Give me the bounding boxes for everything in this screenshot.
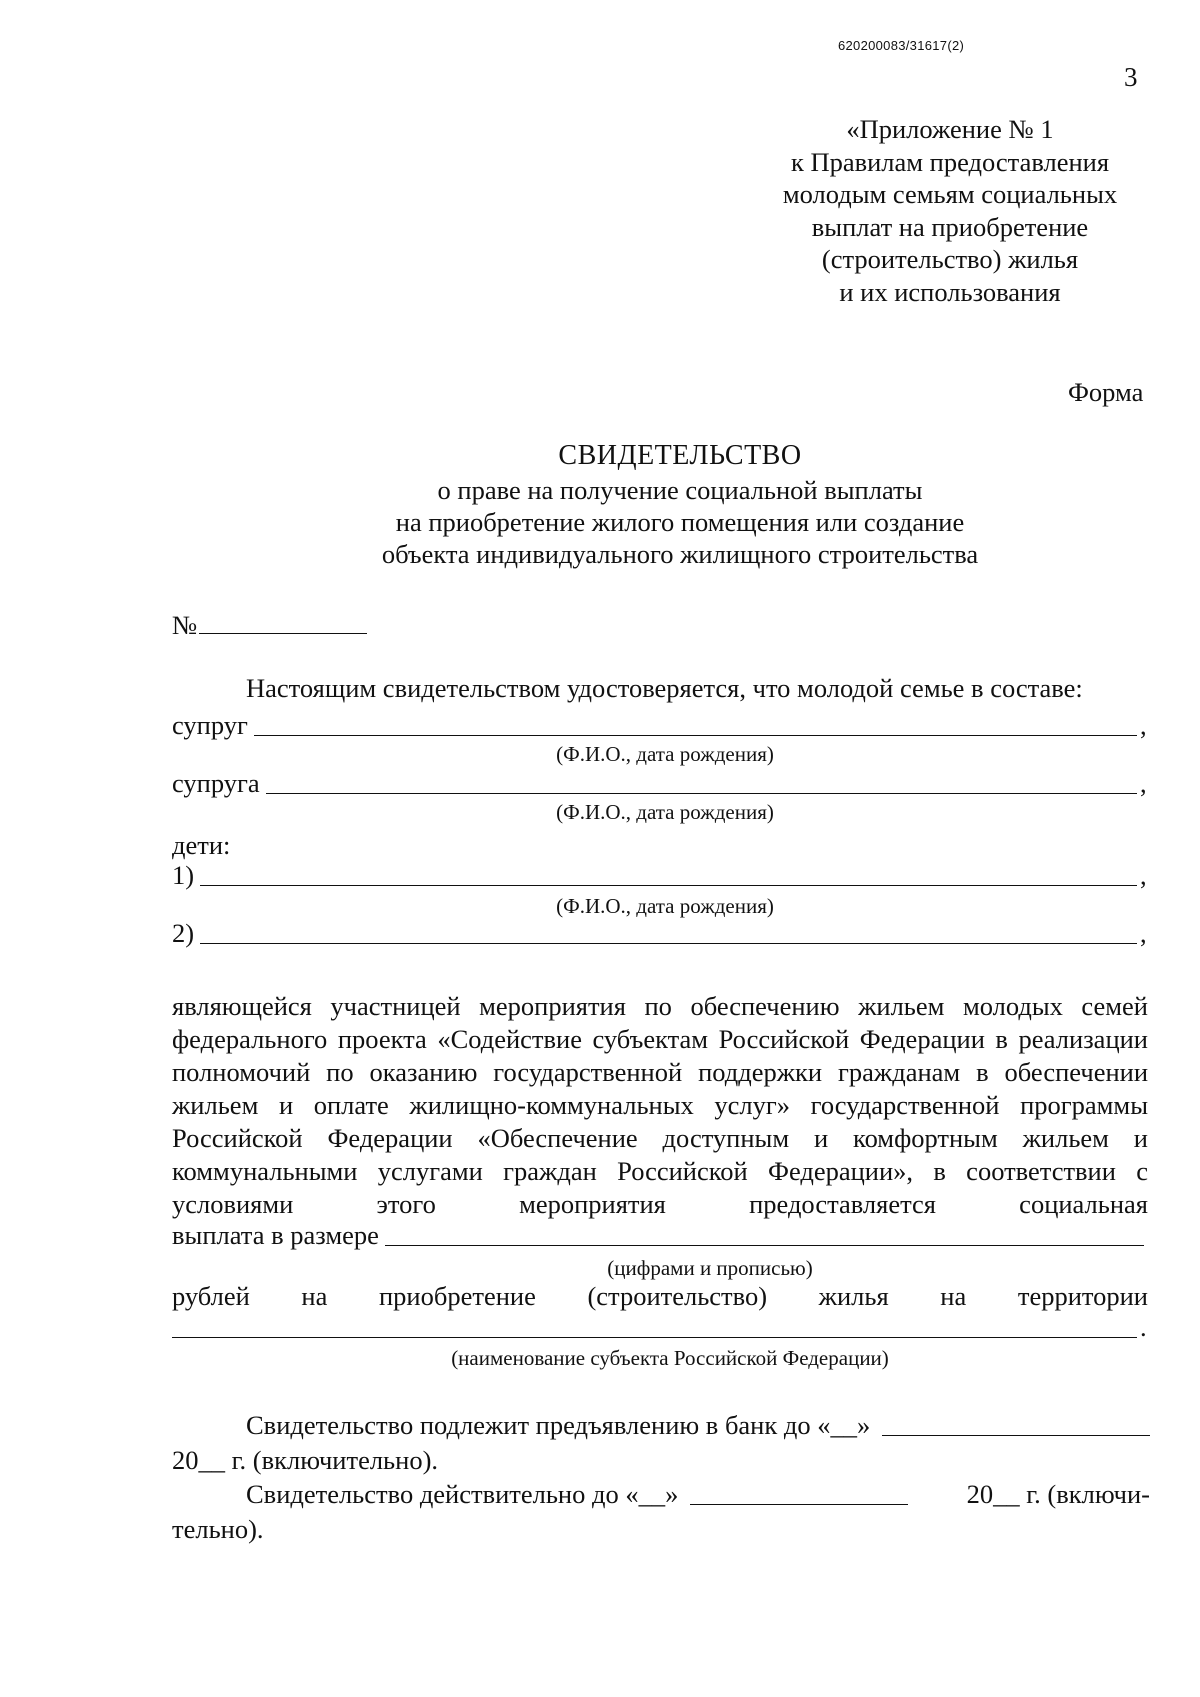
annex-line: (строительство) жилья	[821, 244, 1079, 274]
certificate-title	[200, 440, 1160, 570]
comma: ,	[1140, 710, 1147, 740]
bank-deadline-row	[246, 1410, 1150, 1441]
comma: ,	[1140, 918, 1147, 948]
body-paragraph: являющейся участницей мероприятия по обеспечению жильем молодых семей федерального проекта «Содействие субъектам Российской Федерации в реализации полномочий по оказанию государственной поддержки гражданам в обеспечении жильем и оплате жилищно-коммунальных услуг» государственной программы Российской Федерации «Обеспечение доступным и комфортным жильем и коммунальными услугами граждан Российской Федерации», в соответствии с условиями этого мероприятия предоставляется социальная	[172, 991, 1148, 1219]
bank-deadline-text: Свидетельство подлежит предъявлению в банк до «__»	[246, 1410, 871, 1440]
annex-block	[740, 113, 1160, 308]
certificate-number-row	[172, 610, 367, 641]
child-1-label: 1)	[172, 860, 195, 890]
child-2-row	[172, 918, 1148, 949]
annex-line: выплат на приобретение	[811, 211, 1089, 242]
payment-amount-row	[172, 1220, 1144, 1251]
word: на	[301, 1281, 328, 1311]
region-field[interactable]	[172, 1313, 1137, 1338]
title-main: СВИДЕТЕЛЬСТВО	[558, 440, 802, 471]
annex-line: к Правилам предоставления	[790, 146, 1110, 177]
comma: ,	[1140, 768, 1147, 798]
bank-deadline-month-field[interactable]	[882, 1413, 1150, 1436]
word: рублей	[172, 1281, 250, 1311]
payment-amount-field[interactable]	[385, 1221, 1144, 1246]
child-1-row	[172, 860, 1148, 891]
word: территории	[1017, 1281, 1148, 1311]
annex-line: и их использования	[839, 276, 1061, 307]
amount-caption: (цифрами и прописью)	[607, 1256, 813, 1280]
validity-month-field[interactable]	[690, 1482, 908, 1505]
children-label: дети:	[172, 830, 231, 860]
field-caption: (Ф.И.О., дата рождения)	[556, 894, 774, 918]
certificate-number-field[interactable]	[199, 611, 367, 634]
number-sign: №	[172, 610, 198, 640]
validity-year-text: 20__ г. (включи-	[966, 1479, 1150, 1509]
field-caption: (Ф.И.О., дата рождения)	[556, 800, 774, 824]
validity-continuation: тельно).	[172, 1514, 264, 1544]
word: на	[940, 1281, 967, 1311]
annex-line: молодым семьям социальных	[782, 179, 1118, 209]
payment-amount-label: выплата в размере	[172, 1220, 379, 1250]
spouse-husband-field[interactable]	[254, 711, 1137, 736]
region-caption: (наименование субъекта Российской Федерации)	[451, 1346, 889, 1370]
title-sub-line: о праве на получение социальной выплаты	[437, 475, 923, 505]
word: приобретение	[379, 1281, 536, 1311]
child-2-field[interactable]	[200, 919, 1137, 944]
spouse-husband-row	[172, 710, 1148, 741]
spouse-wife-row	[172, 768, 1148, 799]
spouse-wife-field[interactable]	[266, 769, 1137, 794]
annex-line: «Приложение № 1	[846, 114, 1054, 144]
spouse-husband-label: супруг	[172, 710, 248, 740]
comma: ,	[1140, 860, 1147, 890]
form-label: Форма	[1068, 377, 1144, 407]
validity-text: Свидетельство действительно до «__»	[246, 1479, 679, 1509]
page-number: 3	[1124, 62, 1138, 92]
child-1-field[interactable]	[200, 861, 1137, 886]
word: жилья	[818, 1281, 889, 1311]
region-row	[172, 1312, 1148, 1343]
bank-deadline-year: 20__ г. (включительно).	[172, 1445, 439, 1475]
title-sub-line: объекта индивидуального жилищного строительства	[381, 539, 979, 569]
intro-text: Настоящим свидетельством удостоверяется, что молодой семье в составе:	[246, 673, 1083, 703]
purchase-words-row	[172, 1281, 1148, 1312]
document-number: 620200083/31617(2)	[838, 38, 965, 53]
child-2-label: 2)	[172, 918, 195, 948]
word: (строительство)	[587, 1281, 768, 1311]
title-sub-line: на приобретение жилого помещения или создание	[395, 507, 965, 537]
period: .	[1140, 1312, 1147, 1342]
field-caption: (Ф.И.О., дата рождения)	[556, 742, 774, 766]
validity-row	[246, 1479, 1150, 1510]
spouse-wife-label: супруга	[172, 768, 260, 798]
